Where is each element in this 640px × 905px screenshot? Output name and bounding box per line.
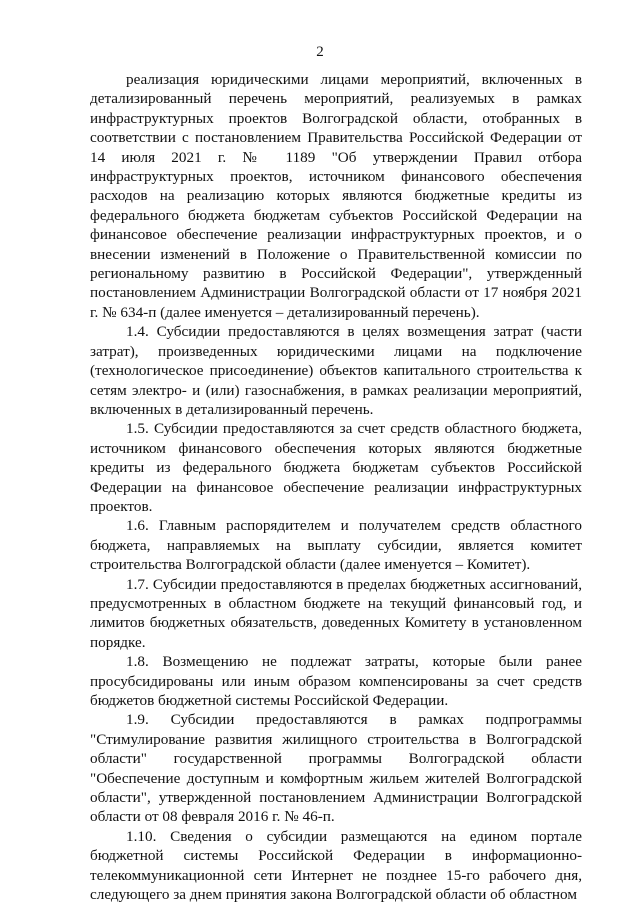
paragraph-continuation: реализация юридическими лицами мероприятий, включенных в детализированный перечень мероприятий, реализуемых в рамках инфраструктурных проектов Волгоградской области, отобранных в соответствии с постановлением Правительства Российской Федерации от 14 июля 2021 г. № 1189 "Об утверждении Правил отбора инфраструктурных проектов, источником финансового обеспечения расходов на реализацию которых являются бюджетные кредиты из федерального бюджета бюджетам субъектов Российской Федерации на финансовое обеспечение реализации инфраструктурных проектов, и о внесении изменений в Положение о Правительственной комиссии по региональному развитию в Российской Федерации", утвержденный постановлением Администрации Волгоградской области от 17 ноября 2021 г. № 634-п (далее именуется – детализированный перечень). [90, 71, 582, 321]
paragraph-1-4: 1.4. Субсидии предоставляются в целях возмещения затрат (части затрат), произведенных юридическими лицами на подключение (технологическое присоединение) объектов капитального строительства к сетям электро- и (или) газоснабжения, в рамках реализации мероприятий, включенных в детализированный перечень. [90, 323, 582, 418]
paragraph-1-9: 1.9. Субсидии предоставляются в рамках подпрограммы "Стимулирование развития жилищного строительства в Волгоградской области" государственной программы Волгоградской области "Обеспечение доступным и комфортным жильем жителей Волгоградской области", утвержденной постановлением Администрации Волгоградской области от 08 февраля 2016 г. № 46-п. [90, 711, 582, 826]
document-body [90, 70, 582, 904]
paragraph-1-6: 1.6. Главным распорядителем и получателем средств областного бюджета, направляемых на выплату субсидии, является комитет строительства Волгоградской области (далее именуется – Комитет). [90, 517, 582, 574]
page-number: 2 [316, 44, 324, 60]
paragraph-1-8: 1.8. Возмещению не подлежат затраты, которые были ранее просубсидированы или иным образом компенсированы за счет средств бюджетов бюджетной системы Российской Федерации. [90, 653, 582, 709]
paragraph-1-10: 1.10. Сведения о субсидии размещаются на едином портале бюджетной системы Российской Федерации в информационно-телекоммуникационной сети Интернет не позднее 15-го рабочего дня, следующего за днем принятия закона Волгоградской области об областном [90, 827, 582, 904]
paragraph-1-7: 1.7. Субсидии предоставляются в пределах бюджетных ассигнований, предусмотренных в областном бюджете на текущий финансовый год, и лимитов бюджетных обязательств, доведенных Комитету в установленном порядке. [90, 575, 582, 651]
paragraph-1-5: 1.5. Субсидии предоставляются за счет средств областного бюджета, источником финансового обеспечения которых являются бюджетные кредиты из федерального бюджета бюджетам субъектов Российской Федерации на финансовое обеспечение реализации инфраструктурных проектов. [90, 420, 582, 515]
